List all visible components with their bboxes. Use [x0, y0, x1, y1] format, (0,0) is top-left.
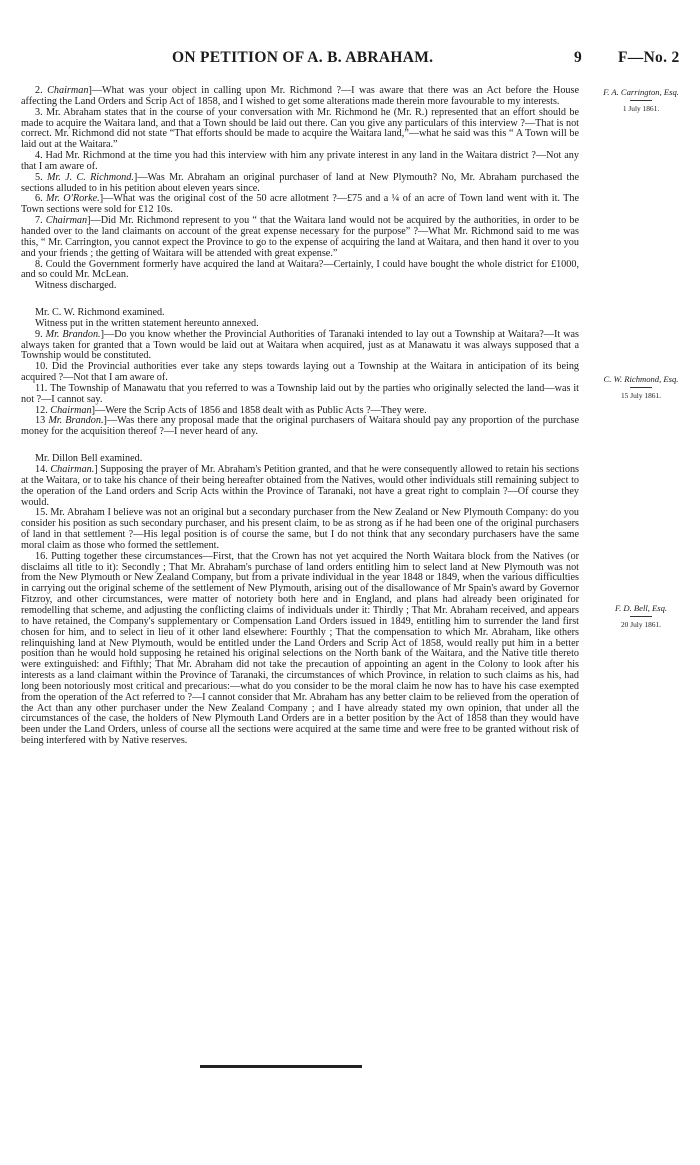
witness-name: C. W. Richmond, Esq. — [603, 374, 679, 384]
witness-date: 20 July 1861. — [620, 620, 662, 629]
page-number: 9 — [574, 49, 583, 66]
witness-name: F. D. Bell, Esq. — [614, 603, 668, 613]
question-11: 11. The Township of Manawatu that you referred to was a Township laid out by the parties who originally selected the land—was it not ?—I cannot say. — [21, 382, 579, 405]
question-14: 14. Chairman.] Supposing the prayer of Mr. Abraham's Petition granted, and that he were consequently allowed to retain his sections at the Waitara, or to take his chance of their being hereafter obtained from the Natives, would other individuals still remaining subject to the operation of the Land orders and Scrip Acts within the Province of Taranaki, not have a great right to complain ?—Of course they would. — [21, 464, 580, 508]
question-2: 2. Chairman]—What was your object in calling upon Mr. Richmond ?—I was aware that there was an Act before the House affecting the Land Orders and Scrip Act of 1858, and I wished to get some alterations made therein more favourable to my interests. — [21, 85, 580, 107]
question-4: 4. Had Mr. Richmond at the time you had this interview with him any private interest in any land in the Waitara district ?—Not any that I am aware of. — [21, 150, 579, 172]
question-15: 15. Mr. Abraham I believe was not an original but a secondary purchaser from the New Zealand or New Plymouth Company: do you consider his position as such secondary purchaser, and his present claim, to be as strong as if he had been one of the original purchasers of land in that settlement ?—His legal position is of course the same, but I do not think that any secondary purchasers have the same moral claim as those who formed the settlement. — [21, 507, 580, 551]
witness-examined-richmond: Mr. C. W. Richmond examined. — [35, 307, 165, 319]
running-title: ON PETITION OF A. B. ABRAHAM. — [172, 49, 434, 66]
evidence-text — [21, 86, 579, 747]
witness-date: 15 July 1861. — [620, 391, 662, 400]
witness-date: 1 July 1861. — [622, 104, 660, 113]
end-rule — [200, 1065, 362, 1068]
question-9: 9. Mr. Brandon.]—Do you know whether the Provincial Authorities of Taranaki intended to lay out a Township at Waitara?—It was always taken for granted that a Town would be laid out at Waitara when acquired, just as at Manawatu it was always supposed that a Township would be constituted. — [21, 328, 579, 362]
question-10: 10. Did the Provincial authorities ever take any steps towards laying out a Township at the Waitara in anticipation of its being acquired ?—Not that I am aware of. — [21, 361, 580, 384]
margin-note-bell — [585, 603, 697, 629]
question-12: 12. Chairman]—Were the Scrip Acts of 1856 and 1858 dealt with as Public Acts ?—They were. — [35, 404, 427, 416]
margin-note-richmond — [585, 374, 697, 400]
divider — [630, 387, 652, 388]
witness-discharged: Witness discharged. — [35, 280, 117, 292]
witness-examined-bell: Mr. Dillon Bell examined. — [35, 453, 143, 465]
witness-name: F. A. Carrington, Esq. — [603, 87, 679, 97]
question-13: 13 Mr. Brandon.]—Was there any proposal made that the original purchasers of Waitara should pay any proportion of the purchase money for the acquisition thereof ?—I never heard of any. — [21, 415, 579, 438]
statement-note: Witness put in the written statement hereunto annexed. — [35, 317, 259, 329]
question-7: 7. Chairman]—Did Mr. Richmond represent to you “ that the Waitara land would not be acquired by the authorities, in order to be handed over to the land claimants on account of the great expense necessary for the purpose” ?—What Mr. Richmond said to me was this, “ Mr. Carrington, you cannot expect the Province to go to the expense of acquiring the land at Waitara, and then hand it over to you and your friends ; the getting of Waitara will be attended with great expense.” — [21, 215, 579, 259]
margin-note-carrington — [585, 87, 697, 113]
divider — [630, 616, 652, 617]
question-5: 5. Mr. J. C. Richmond.]—Was Mr. Abraham an original purchaser of land at New Plymouth? No, Mr. Abraham purchased the sections alluded to in his petition about eleven years since. — [21, 171, 579, 194]
divider — [630, 100, 652, 101]
question-6: 6. Mr. O'Rorke.]—What was the original cost of the 50 acre allotment ?—£75 and a ¼ of an acre of Town land went with it. The Town sections were sold for £12 10s. — [21, 193, 579, 216]
question-8: 8. Could the Government formerly have acquired the land at Waitara?—Certainly, I could have bought the whole district for £1000, and so could Mr. McLean. — [21, 258, 579, 281]
page-header — [0, 49, 700, 71]
question-16: 16. Putting together these circumstances—First, that the Crown has not yet acquired the North Waitara block from the Natives (or disclaims all title to it): Secondly ; That Mr. Abraham's purchase of land orders entitling him to select land at New Plymouth was not from the New Plymouth or New Zealand Company, but from a private individual in the year 1848 or 1849, when the various difficulties in carrying out the original scheme of the settlement of New Plymouth, arising out of the disallowance of Mr Spain's award by Governor Fitzroy, and other circumstances, were matter of notoriety both here and in England, and plans had already been originated for remodelling that scheme, and adjusting the conflicting claims of individuals under it: Thirdly ; That Mr. Abraham received, and appears to have retained, the Company's supplementary or Compensation Land Orders issued in 1849, entitling him to surrender the land first chosen for him, and to select in lieu of it other land elsewhere: Fourthly ; That the compensation to which Mr. Abraham, like others relinquishing land at New Plymouth, would be entitled under the Land Orders and Scrip Act of 1858, would really put him in a better position than he would hold supposing he retained his original selections on the North bank of the Waitara, and the Native title thereto were extinguished: and Fifthly; That Mr. Abraham did not take the precaution of appointing an agent in the Colony to look after his interests as a land claimant within the Province of Taranaki, the circumstances of which Province, in relation to such claims as his, had long been notoriously most critical and precarious:—what do you consider to be the moral claim he now has to have his case exempted from the operation of the Act referred to ?—I cannot consider that Mr. Abraham has any better claim to be relieved from the operation of the Act than any other purchaser under the New Zealand Company ; and I have already stated my own opinion, that under all the circumstances of the case, the holders of New Plymouth Land Orders are in a better position by the Act of 1858 than they would have been under the Land Orders, unless of course all the sections were acquired at the same time and were free to be granted without risk of being interfered with by Native reserves. — [21, 550, 579, 747]
paper-number: F—No. 2 — [618, 49, 680, 66]
question-3: 3. Mr. Abraham states that in the course of your conversation with Mr. Richmond he (Mr. R.) represented that an effort should be made to acquire the Waitara land, and that a Town should be laid out there. Can you give any particulars of this interview ?—That is not correct. Mr. Richmond did not state “That efforts should be made to acquire the Waitara land,”—what he said was this “ A Town will be laid out at the Waitara.” — [21, 106, 580, 151]
